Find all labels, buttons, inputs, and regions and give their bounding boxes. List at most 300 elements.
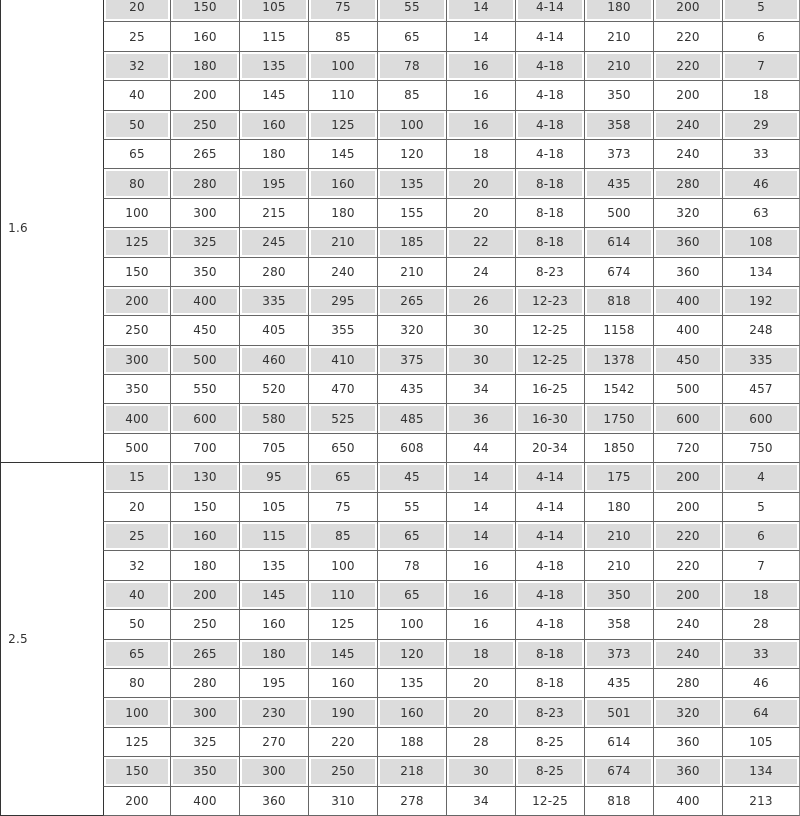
table-cell: 220 — [654, 551, 723, 580]
table-cell: 16-25 — [516, 375, 585, 404]
table-cell: 373 — [585, 140, 654, 169]
table-cell: 180 — [171, 551, 240, 580]
table-cell: 14 — [447, 22, 516, 51]
table-row — [0, 787, 800, 816]
table-cell: 215 — [240, 199, 309, 228]
table-cell: 24 — [447, 258, 516, 287]
table-cell: 280 — [171, 669, 240, 698]
table-cell: 110 — [309, 581, 378, 610]
table-cell: 240 — [654, 610, 723, 639]
table-cell: 8-18 — [516, 669, 585, 698]
table-cell: 145 — [240, 581, 309, 610]
table-cell: 8-18 — [516, 169, 585, 198]
table-cell: 180 — [585, 0, 654, 22]
table-cell: 350 — [585, 581, 654, 610]
table-cell: 80 — [103, 669, 171, 698]
table-cell: 245 — [240, 228, 309, 257]
table-cell: 360 — [654, 757, 723, 786]
table-cell: 20-34 — [516, 434, 585, 463]
table-cell: 265 — [378, 287, 447, 316]
table-cell: 500 — [654, 375, 723, 404]
table-cell: 16 — [447, 581, 516, 610]
table-cell: 33 — [723, 640, 800, 669]
table-cell: 55 — [378, 0, 447, 22]
table-cell: 8-25 — [516, 757, 585, 786]
table-row — [0, 316, 800, 345]
table-row — [0, 434, 800, 463]
table-cell: 200 — [654, 493, 723, 522]
table-row — [0, 0, 800, 22]
table-cell: 373 — [585, 640, 654, 669]
table-cell: 525 — [309, 404, 378, 433]
table-cell: 280 — [654, 669, 723, 698]
table-cell: 200 — [654, 581, 723, 610]
table-cell: 45 — [378, 463, 447, 492]
table-row — [0, 610, 800, 639]
table-row — [0, 346, 800, 375]
table-row — [0, 22, 800, 51]
table-cell: 125 — [309, 111, 378, 140]
table-cell: 705 — [240, 434, 309, 463]
table-cell: 335 — [240, 287, 309, 316]
table-cell: 310 — [309, 787, 378, 816]
table-cell: 520 — [240, 375, 309, 404]
table-cell: 720 — [654, 434, 723, 463]
table-cell: 135 — [240, 551, 309, 580]
table-cell: 16 — [447, 52, 516, 81]
table-cell: 20 — [447, 698, 516, 727]
table-cell: 325 — [171, 228, 240, 257]
table-cell: 125 — [103, 728, 171, 757]
table-cell: 8-23 — [516, 258, 585, 287]
table-cell: 400 — [171, 287, 240, 316]
table-cell: 40 — [103, 81, 171, 110]
table-cell: 248 — [723, 316, 800, 345]
table-cell: 20 — [447, 169, 516, 198]
table-cell: 500 — [585, 199, 654, 228]
table-cell: 100 — [309, 551, 378, 580]
table-cell: 160 — [309, 169, 378, 198]
table-cell: 4-18 — [516, 140, 585, 169]
table-cell: 270 — [240, 728, 309, 757]
table-cell: 4-14 — [516, 522, 585, 551]
pressure-rating-cell: 2.5 — [0, 463, 35, 816]
table-row — [0, 640, 800, 669]
table-cell: 230 — [240, 698, 309, 727]
table-cell: 145 — [309, 140, 378, 169]
table-cell: 192 — [723, 287, 800, 316]
table-cell: 450 — [654, 346, 723, 375]
table-cell: 360 — [654, 728, 723, 757]
table-cell: 400 — [654, 787, 723, 816]
table-cell: 100 — [378, 111, 447, 140]
table-cell: 485 — [378, 404, 447, 433]
table-cell: 18 — [723, 581, 800, 610]
table-cell: 550 — [171, 375, 240, 404]
pressure-rating-cell: 1.6 — [0, 0, 35, 463]
table-cell: 8-18 — [516, 228, 585, 257]
table-cell: 180 — [240, 640, 309, 669]
table-cell: 210 — [585, 52, 654, 81]
table-cell: 375 — [378, 346, 447, 375]
table-cell: 400 — [171, 787, 240, 816]
table-cell: 614 — [585, 228, 654, 257]
table-cell: 105 — [723, 728, 800, 757]
table-row — [0, 199, 800, 228]
table-cell: 120 — [378, 140, 447, 169]
table-cell: 44 — [447, 434, 516, 463]
table-cell: 4-18 — [516, 551, 585, 580]
table-cell: 220 — [654, 52, 723, 81]
table-cell: 5 — [723, 0, 800, 22]
table-cell: 265 — [171, 640, 240, 669]
table-cell: 55 — [378, 493, 447, 522]
table-cell: 14 — [447, 0, 516, 22]
table-cell: 608 — [378, 434, 447, 463]
table-cell: 470 — [309, 375, 378, 404]
table-cell: 210 — [585, 522, 654, 551]
table-cell: 115 — [240, 22, 309, 51]
table-cell: 100 — [103, 199, 171, 228]
table-cell: 20 — [103, 0, 171, 22]
spacer-column — [35, 0, 103, 463]
table-cell: 200 — [103, 287, 171, 316]
table-cell: 25 — [103, 522, 171, 551]
table-cell: 280 — [240, 258, 309, 287]
table-cell: 700 — [171, 434, 240, 463]
table-cell: 614 — [585, 728, 654, 757]
table-cell: 26 — [447, 287, 516, 316]
table-cell: 435 — [585, 669, 654, 698]
table-cell: 100 — [378, 610, 447, 639]
table-cell: 75 — [309, 493, 378, 522]
table-cell: 674 — [585, 258, 654, 287]
table-cell: 218 — [378, 757, 447, 786]
table-cell: 4-14 — [516, 463, 585, 492]
table-cell: 15 — [103, 463, 171, 492]
table-cell: 750 — [723, 434, 800, 463]
table-cell: 20 — [447, 199, 516, 228]
table-cell: 220 — [309, 728, 378, 757]
table-cell: 160 — [240, 111, 309, 140]
table-cell: 278 — [378, 787, 447, 816]
table-cell: 125 — [309, 610, 378, 639]
table-cell: 500 — [103, 434, 171, 463]
table-cell: 18 — [447, 140, 516, 169]
table-cell: 34 — [447, 375, 516, 404]
table-cell: 5 — [723, 493, 800, 522]
table-cell: 50 — [103, 111, 171, 140]
table-cell: 64 — [723, 698, 800, 727]
table-cell: 33 — [723, 140, 800, 169]
table-cell: 20 — [447, 669, 516, 698]
table-cell: 240 — [654, 140, 723, 169]
table-cell: 818 — [585, 787, 654, 816]
table-cell: 435 — [378, 375, 447, 404]
table-cell: 125 — [103, 228, 171, 257]
table-row — [0, 669, 800, 698]
table-cell: 4-18 — [516, 52, 585, 81]
table-cell: 14 — [447, 493, 516, 522]
table-cell: 250 — [171, 610, 240, 639]
table-cell: 18 — [723, 81, 800, 110]
table-cell: 29 — [723, 111, 800, 140]
table-cell: 200 — [654, 0, 723, 22]
table-cell: 1158 — [585, 316, 654, 345]
table-cell: 335 — [723, 346, 800, 375]
table-row — [0, 375, 800, 404]
table-cell: 65 — [103, 140, 171, 169]
table-cell: 185 — [378, 228, 447, 257]
table-cell: 650 — [309, 434, 378, 463]
table-cell: 8-25 — [516, 728, 585, 757]
table-cell: 220 — [654, 522, 723, 551]
table-cell: 358 — [585, 111, 654, 140]
table-cell: 195 — [240, 169, 309, 198]
table-row — [0, 581, 800, 610]
table-cell: 350 — [171, 258, 240, 287]
table-cell: 25 — [103, 22, 171, 51]
table-row — [0, 52, 800, 81]
table-cell: 210 — [309, 228, 378, 257]
table-cell: 250 — [171, 111, 240, 140]
table-cell: 65 — [103, 640, 171, 669]
table-cell: 18 — [447, 640, 516, 669]
table-cell: 350 — [171, 757, 240, 786]
table-cell: 108 — [723, 228, 800, 257]
table-cell: 295 — [309, 287, 378, 316]
table-cell: 16 — [447, 610, 516, 639]
table-cell: 145 — [240, 81, 309, 110]
table-cell: 600 — [171, 404, 240, 433]
table-cell: 501 — [585, 698, 654, 727]
table-cell: 12-25 — [516, 346, 585, 375]
table-cell: 400 — [654, 316, 723, 345]
table-cell: 100 — [309, 52, 378, 81]
table-cell: 360 — [654, 258, 723, 287]
table-cell: 85 — [309, 22, 378, 51]
table-cell: 65 — [378, 22, 447, 51]
table-cell: 28 — [447, 728, 516, 757]
table-cell: 95 — [240, 463, 309, 492]
table-cell: 457 — [723, 375, 800, 404]
table-cell: 410 — [309, 346, 378, 375]
table-cell: 200 — [654, 81, 723, 110]
table-cell: 32 — [103, 52, 171, 81]
table-cell: 200 — [171, 81, 240, 110]
table-cell: 78 — [378, 551, 447, 580]
table-cell: 674 — [585, 757, 654, 786]
table-cell: 188 — [378, 728, 447, 757]
table-cell: 135 — [378, 669, 447, 698]
table-cell: 360 — [654, 228, 723, 257]
table-row — [0, 140, 800, 169]
table-cell: 280 — [171, 169, 240, 198]
table-cell: 265 — [171, 140, 240, 169]
table-cell: 180 — [171, 52, 240, 81]
table-row — [0, 228, 800, 257]
table-cell: 150 — [103, 757, 171, 786]
table-cell: 818 — [585, 287, 654, 316]
table-cell: 160 — [378, 698, 447, 727]
table-cell: 8-18 — [516, 199, 585, 228]
table-row — [0, 111, 800, 140]
spacer-column — [35, 463, 103, 816]
table-cell: 63 — [723, 199, 800, 228]
table-cell: 105 — [240, 493, 309, 522]
table-cell: 14 — [447, 522, 516, 551]
table-cell: 7 — [723, 52, 800, 81]
table-cell: 85 — [309, 522, 378, 551]
table-cell: 65 — [309, 463, 378, 492]
table-cell: 8-23 — [516, 698, 585, 727]
table-cell: 4-14 — [516, 22, 585, 51]
table-cell: 180 — [240, 140, 309, 169]
table-cell: 1542 — [585, 375, 654, 404]
table-cell: 75 — [309, 0, 378, 22]
table-cell: 300 — [103, 346, 171, 375]
table-cell: 350 — [585, 81, 654, 110]
table-cell: 36 — [447, 404, 516, 433]
table-row — [0, 404, 800, 433]
table-cell: 150 — [103, 258, 171, 287]
table-cell: 46 — [723, 669, 800, 698]
table-cell: 135 — [378, 169, 447, 198]
table-cell: 16 — [447, 551, 516, 580]
table-cell: 200 — [654, 463, 723, 492]
table-cell: 4-14 — [516, 493, 585, 522]
table-cell: 600 — [723, 404, 800, 433]
table-cell: 160 — [171, 522, 240, 551]
table-cell: 4-14 — [516, 0, 585, 22]
table-cell: 105 — [240, 0, 309, 22]
table-cell: 320 — [378, 316, 447, 345]
table-cell: 240 — [309, 258, 378, 287]
table-cell: 4 — [723, 463, 800, 492]
table-cell: 115 — [240, 522, 309, 551]
table-cell: 120 — [378, 640, 447, 669]
table-row — [0, 493, 800, 522]
table-cell: 20 — [103, 493, 171, 522]
table-row — [0, 698, 800, 727]
table-cell: 500 — [171, 346, 240, 375]
table-cell: 250 — [103, 316, 171, 345]
table-cell: 4-18 — [516, 81, 585, 110]
table-row — [0, 757, 800, 786]
table-cell: 80 — [103, 169, 171, 198]
table-cell: 30 — [447, 316, 516, 345]
table-cell: 450 — [171, 316, 240, 345]
table-cell: 220 — [654, 22, 723, 51]
table-cell: 12-23 — [516, 287, 585, 316]
table-cell: 280 — [654, 169, 723, 198]
table-cell: 210 — [378, 258, 447, 287]
table-cell: 358 — [585, 610, 654, 639]
table-cell: 210 — [585, 22, 654, 51]
table-cell: 134 — [723, 757, 800, 786]
table-cell: 160 — [309, 669, 378, 698]
table-cell: 4-18 — [516, 111, 585, 140]
table-cell: 320 — [654, 199, 723, 228]
table-cell: 12-25 — [516, 787, 585, 816]
table-cell: 355 — [309, 316, 378, 345]
table-cell: 1850 — [585, 434, 654, 463]
table-cell: 155 — [378, 199, 447, 228]
table-row — [0, 728, 800, 757]
table-cell: 78 — [378, 52, 447, 81]
table-cell: 460 — [240, 346, 309, 375]
table-cell: 200 — [103, 787, 171, 816]
table-cell: 150 — [171, 0, 240, 22]
table-cell: 180 — [585, 493, 654, 522]
table-cell: 435 — [585, 169, 654, 198]
table-cell: 195 — [240, 669, 309, 698]
table-cell: 6 — [723, 522, 800, 551]
table-cell: 300 — [171, 199, 240, 228]
table-cell: 30 — [447, 757, 516, 786]
table-cell: 85 — [378, 81, 447, 110]
table-cell: 360 — [240, 787, 309, 816]
table-cell: 180 — [309, 199, 378, 228]
table-cell: 28 — [723, 610, 800, 639]
table-cell: 200 — [171, 581, 240, 610]
table-cell: 190 — [309, 698, 378, 727]
table-cell: 325 — [171, 728, 240, 757]
table-cell: 16 — [447, 111, 516, 140]
table-cell: 405 — [240, 316, 309, 345]
table-cell: 250 — [309, 757, 378, 786]
table-cell: 1750 — [585, 404, 654, 433]
table-cell: 22 — [447, 228, 516, 257]
table-cell: 134 — [723, 258, 800, 287]
table-cell: 40 — [103, 581, 171, 610]
table-cell: 145 — [309, 640, 378, 669]
table-cell: 16 — [447, 81, 516, 110]
table-cell: 50 — [103, 610, 171, 639]
table-cell: 320 — [654, 698, 723, 727]
table-cell: 14 — [447, 463, 516, 492]
table-cell: 6 — [723, 22, 800, 51]
table-cell: 65 — [378, 522, 447, 551]
table-cell: 46 — [723, 169, 800, 198]
table-cell: 160 — [240, 610, 309, 639]
table-cell: 7 — [723, 551, 800, 580]
table-cell: 150 — [171, 493, 240, 522]
table-cell: 4-18 — [516, 610, 585, 639]
table-cell: 65 — [378, 581, 447, 610]
table-cell: 100 — [103, 698, 171, 727]
table-cell: 600 — [654, 404, 723, 433]
table-cell: 4-18 — [516, 581, 585, 610]
table-cell: 213 — [723, 787, 800, 816]
table-cell: 30 — [447, 346, 516, 375]
table-row — [0, 287, 800, 316]
table-cell: 130 — [171, 463, 240, 492]
table-row — [0, 463, 800, 492]
table-cell: 12-25 — [516, 316, 585, 345]
table-cell: 8-18 — [516, 640, 585, 669]
table-row — [0, 169, 800, 198]
table-cell: 210 — [585, 551, 654, 580]
table-cell: 400 — [654, 287, 723, 316]
table-cell: 32 — [103, 551, 171, 580]
table-cell: 240 — [654, 111, 723, 140]
table-cell: 300 — [240, 757, 309, 786]
table-cell: 580 — [240, 404, 309, 433]
table-cell: 175 — [585, 463, 654, 492]
table-cell: 300 — [171, 698, 240, 727]
table-cell: 1378 — [585, 346, 654, 375]
